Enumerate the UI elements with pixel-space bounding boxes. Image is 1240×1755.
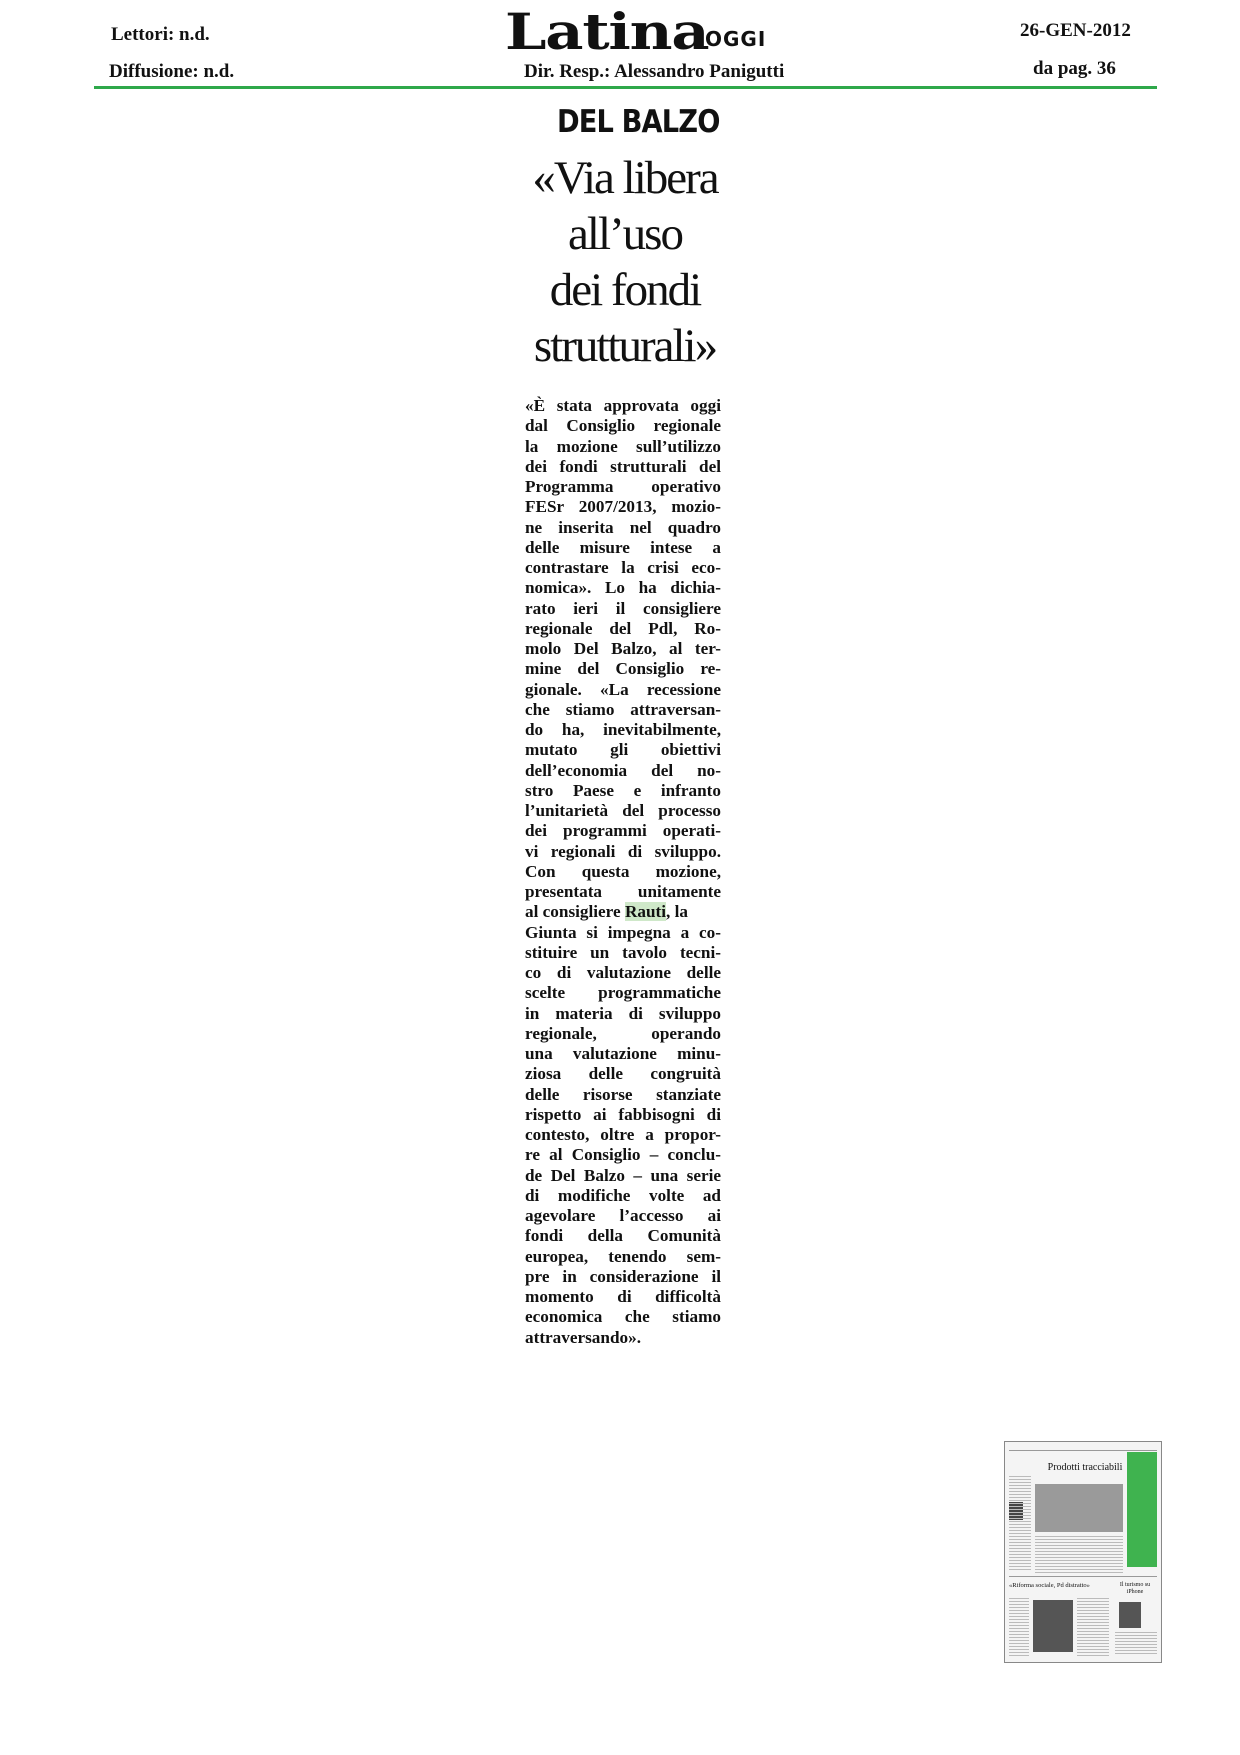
body-line: rato ieri il consigliere (525, 598, 721, 618)
body-line: do ha, inevitabilmente, (525, 720, 721, 739)
body-line: rispetto ai fabbisogni di (525, 1104, 721, 1124)
body-line: de Del Balzo – una serie (525, 1165, 721, 1185)
body-line: economica che stiamo (525, 1307, 721, 1327)
thumb-text-column (1009, 1476, 1031, 1571)
body-line: stituire un tavolo tecni- (525, 942, 721, 962)
body-line: delle misure intese a (525, 537, 721, 557)
body-line: fondi della Comunità (525, 1226, 721, 1246)
page-reference: da pag. 36 (1033, 58, 1116, 79)
headline-line: dei fondi (549, 264, 701, 316)
thumb-text-block (1035, 1536, 1123, 1574)
readers-label: Lettori: n.d. (111, 24, 210, 45)
body-line-highlight (525, 902, 721, 922)
body-line: vi regionali di sviluppo. (525, 841, 721, 861)
header-rule (94, 86, 1157, 89)
highlighted-name: Rauti (624, 902, 667, 922)
body-line: scelte programmatiche (525, 983, 721, 1003)
body-line: agevolare l’accesso ai (525, 1206, 721, 1225)
thumb-green-box (1127, 1452, 1157, 1567)
body-line: europea, tenendo sem- (525, 1246, 721, 1266)
thumb-text-block (1077, 1598, 1109, 1656)
masthead-logo: Latina (505, 2, 709, 61)
body-line: ne inserita nel quadro (525, 517, 721, 537)
body-line: Con questa mozione, (525, 861, 721, 881)
thumb-photo (1033, 1600, 1073, 1652)
body-line: una valutazione minu- (525, 1044, 721, 1063)
body-line: in materia di sviluppo (525, 1003, 721, 1023)
thumb-rule (1009, 1450, 1157, 1451)
body-line: mine del Consiglio re- (525, 659, 721, 679)
headline-line: all’uso (568, 208, 682, 260)
article-kicker: DEL BALZO (557, 104, 720, 140)
body-line: FESr 2007/2013, mozio- (525, 497, 721, 517)
body-line: «È stata approvata oggi (525, 396, 721, 415)
thumb-rule (1009, 1576, 1157, 1577)
circulation-label: Diffusione: n.d. (109, 61, 235, 82)
page-thumbnail (1004, 1441, 1162, 1663)
body-line: contrastare la crisi eco- (525, 558, 721, 577)
issue-date: 26-GEN-2012 (1020, 20, 1131, 41)
body-line: presentata unitamente (525, 882, 721, 901)
body-line-end: , la (666, 902, 688, 922)
body-line: Programma operativo (525, 477, 721, 496)
thumb-photo (1119, 1602, 1141, 1628)
masthead-sub: OGGI (705, 27, 767, 51)
headline-line: «Via libera (532, 152, 718, 204)
body-line: dell’economia del no- (525, 760, 721, 780)
body-line: mutato gli obiettivi (525, 740, 721, 760)
body-line: pre in considerazione il (525, 1266, 721, 1286)
body-line: di modifiche volte ad (525, 1185, 721, 1205)
headline-line: strutturali» (533, 320, 717, 372)
body-line: momento di difficoltà (525, 1287, 721, 1306)
body-line: nomica». Lo ha dichia- (525, 578, 721, 598)
body-line: la mozione sull’utilizzo (525, 436, 721, 456)
body-line: ziosa delle congruità (525, 1064, 721, 1084)
body-line: l’unitarietà del processo (525, 801, 721, 820)
body-line: gionale. «La recessione (525, 679, 721, 699)
body-line: re al Consiglio – conclu- (525, 1145, 721, 1165)
body-line-start: al consigliere (525, 902, 621, 922)
body-line: molo Del Balzo, al ter- (525, 639, 721, 658)
body-line: contesto, oltre a propor- (525, 1125, 721, 1144)
body-line: dei fondi strutturali del (525, 456, 721, 476)
body-line: che stiamo attraversan- (525, 699, 721, 719)
thumb-photo (1035, 1484, 1123, 1532)
body-line: regionale del Pdl, Ro- (525, 618, 721, 638)
thumb-text-block (1115, 1632, 1157, 1656)
thumb-headline: Prodotti tracciabili (1047, 1462, 1123, 1473)
director-line: Dir. Resp.: Alessandro Panigutti (524, 61, 785, 82)
thumb-side-title: Il turismo su iPhone (1119, 1582, 1151, 1595)
body-line: delle risorse stanziate (525, 1084, 721, 1104)
article-headline (520, 150, 730, 374)
body-line: dal Consiglio regionale (525, 416, 721, 436)
body-line: stro Paese e infranto (525, 780, 721, 800)
body-line: attraversando». (525, 1327, 641, 1347)
body-line: co di valutazione delle (525, 963, 721, 982)
body-line: dei programmi operati- (525, 821, 721, 841)
body-line: Giunta si impegna a co- (525, 922, 721, 942)
thumb-sub-headline: «Riforma sociale, Pd distratto» (1009, 1582, 1090, 1589)
article-body (525, 396, 721, 1348)
body-line: regionale, operando (525, 1023, 721, 1043)
thumb-text-block (1009, 1598, 1029, 1656)
